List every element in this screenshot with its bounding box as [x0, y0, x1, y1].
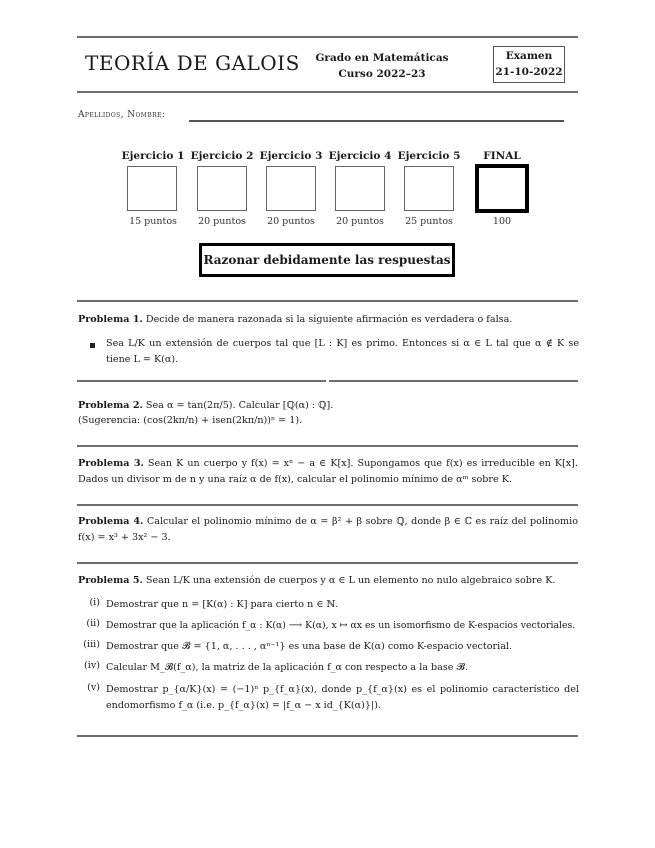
- item-ii-number: (ii): [86, 618, 100, 629]
- problem-1-text: Decide de manera razonada si la siguiente afirmación es verdadera o falsa.: [145, 314, 513, 325]
- final-score-box[interactable]: [475, 164, 529, 213]
- exercise-1-label: Ejercicio 1: [121, 150, 185, 162]
- problem-3-text: Sean K un cuerpo y f(x) = xⁿ − a ∈ K[x]. Supongamos que f(x) es irreducible en K[x]. Dados un divisor m de n y una raíz α de f(x), calcular el polinomio mínimo de αᵐ sobre K.: [78, 458, 578, 485]
- item-ii-text: Demostrar que la aplicación f_α : K(α) ⟶ K(α), x ↦ αx es un isomorfismo de K-espacios vectoriales.: [106, 620, 576, 631]
- exercise-3-label: Ejercicio 3: [259, 150, 323, 162]
- exam-title: TEORÍA DE GALOIS: [85, 51, 300, 75]
- item-iv-text: Calcular M_𝓑(f_α), la matriz de la aplicación f_α con respecto a la base 𝓑.: [106, 662, 469, 673]
- problem-4-text: Calcular el polinomio mínimo de α = β² + β sobre ℚ, donde β ∈ ℂ es raíz del polinomio f(x) = x³ + 3x² − 3.: [78, 516, 578, 543]
- problem-2-bottom-rule: [77, 445, 578, 447]
- item-i-text: Demostrar que n = [K(α) : K] para cierto n ∈ ℕ.: [106, 599, 339, 610]
- final-label: FINAL: [483, 150, 521, 162]
- problem-2: [78, 398, 578, 414]
- name-label: Apellidos, Nombre:: [78, 110, 166, 120]
- degree-label: Grado en Matemáticas: [315, 52, 449, 64]
- exercise-4-points: 20 puntos: [336, 216, 384, 227]
- exercise-5-points: 25 puntos: [405, 216, 453, 227]
- problem-3: [78, 456, 578, 488]
- exercise-4-label: Ejercicio 4: [328, 150, 392, 162]
- exercise-2-score-box[interactable]: [197, 166, 247, 211]
- problem-1-statement: Sea L/K un extensión de cuerpos tal que [L : K] es primo. Entonces si α ∈ L tal que α ∉ K se tiene L = K(α).: [106, 338, 579, 365]
- problem-5-text: Sean L/K una extensión de cuerpos y α ∈ L un elemento no nulo algebraico sobre K.: [145, 575, 556, 586]
- final-rule: [77, 735, 578, 737]
- problem-4-title: Problema 4.: [78, 516, 144, 527]
- name-field[interactable]: [189, 120, 564, 122]
- exercise-4-score-box[interactable]: [335, 166, 385, 211]
- problem-1-title: Problema 1.: [78, 314, 143, 325]
- problem-4-bottom-rule: [77, 562, 578, 564]
- header-top-rule: [77, 36, 578, 38]
- exercise-2-label: Ejercicio 2: [190, 150, 254, 162]
- exercise-1-score-box[interactable]: [127, 166, 177, 211]
- item-i-number: (i): [89, 597, 100, 608]
- exercise-5-label: Ejercicio 5: [397, 150, 461, 162]
- problem-1-top-rule: [77, 300, 578, 302]
- item-v-text: Demostrar p_{α/K}(x) = (−1)ⁿ p_{f_α}(x), donde p_{f_α}(x) es el polinomio característico del endomorfismo f_α (i.e. p_{f_α}(x) = |f_α − x id_{K(α)}|).: [106, 684, 579, 711]
- item-iii-number: (iii): [83, 639, 100, 650]
- exercise-3-points: 20 puntos: [267, 216, 315, 227]
- item-iv-number: (iv): [84, 660, 100, 671]
- problem-1: [78, 312, 578, 328]
- problem-2-hint: (Sugerencia: (cos(2kπ/n) + isen(2kπ/n))ⁿ = 1).: [78, 415, 303, 426]
- problem-1-bottom-rule-left: [77, 380, 326, 382]
- item-iii-text: Demostrar que 𝓑 = {1, α, . . . , αⁿ⁻¹} es una base de K(α) como K-espacio vectorial.: [106, 641, 513, 652]
- final-points: 100: [492, 216, 512, 227]
- problem-5: [78, 573, 578, 589]
- problem-1-bottom-rule-right: [329, 380, 578, 382]
- problem-5-title: Problema 5.: [78, 575, 143, 586]
- problem-4: [78, 514, 578, 546]
- instruction-box: Razonar debidamente las respuestas: [199, 243, 455, 277]
- bullet-icon: [90, 343, 95, 348]
- course-info: [300, 50, 464, 82]
- header-bottom-rule: [77, 91, 578, 93]
- exercise-3-score-box[interactable]: [266, 166, 316, 211]
- problem-3-title: Problema 3.: [78, 458, 144, 469]
- exercise-5-score-box[interactable]: [404, 166, 454, 211]
- exercise-2-points: 20 puntos: [198, 216, 246, 227]
- problem-2-text: Sea α = tan(2π/5). Calcular [ℚ(α) : ℚ].: [145, 400, 334, 411]
- exercise-1-points: 15 puntos: [129, 216, 177, 227]
- problem-3-bottom-rule: [77, 504, 578, 506]
- exam-date-box: [493, 46, 565, 83]
- exam-label: Examen: [505, 50, 553, 62]
- item-v-number: (v): [87, 682, 100, 693]
- problem-2-title: Problema 2.: [78, 400, 143, 411]
- exam-date: 21-10-2022: [495, 66, 563, 78]
- course-year: Curso 2022–23: [338, 68, 426, 80]
